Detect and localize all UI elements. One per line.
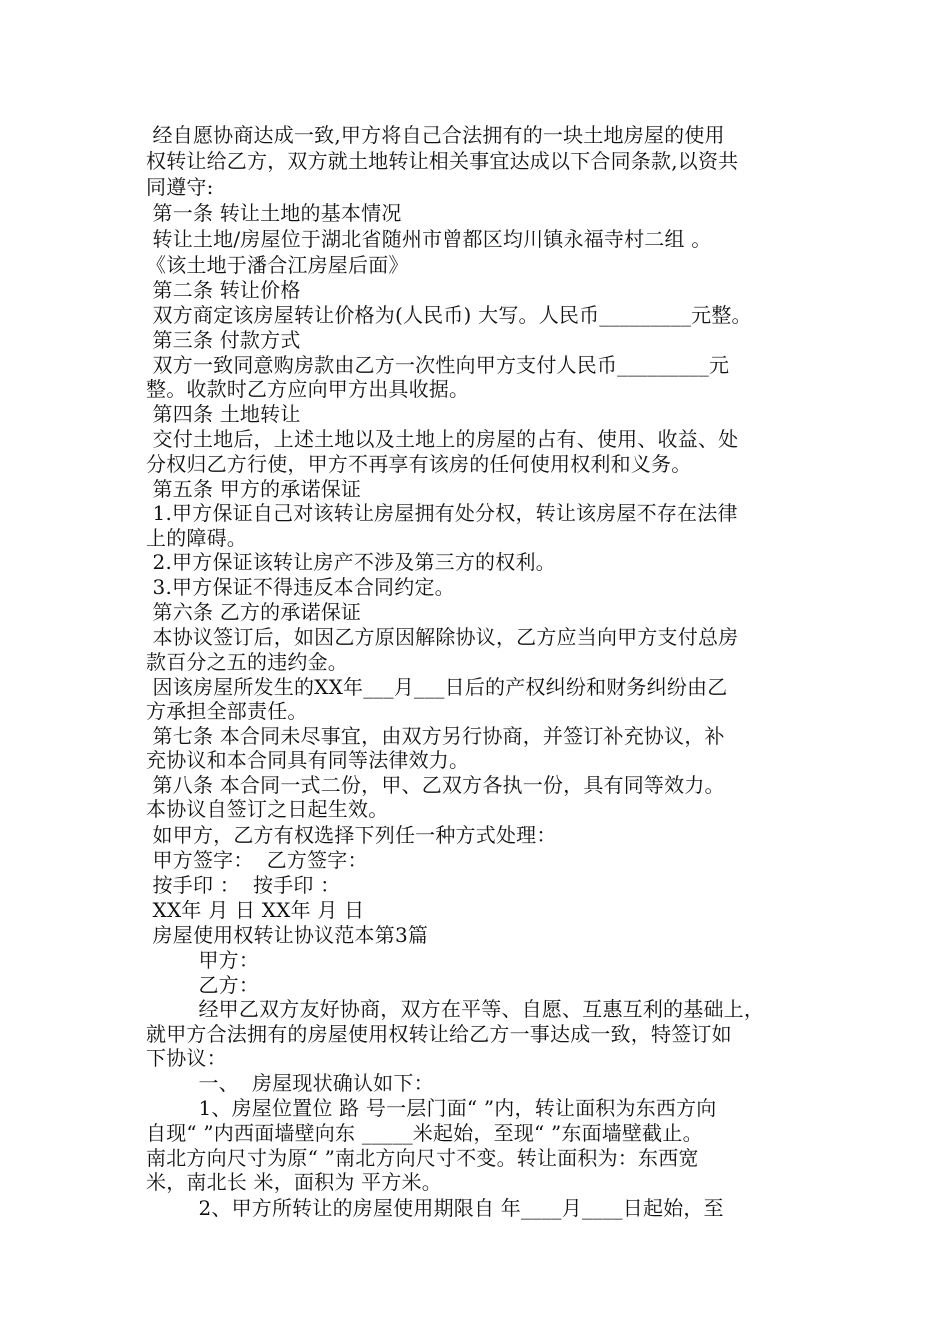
article-heading: 第六条 乙方的承诺保证 [146, 600, 362, 624]
text-line: 同遵守: [146, 175, 214, 199]
text-line: 方承担全部责任。 [146, 699, 308, 723]
text-line: 第八条 本合同一式二份，甲、乙双方各执一份，具有同等效力。 [146, 773, 725, 797]
text-line: 双方一致同意购房款由乙方一次性向甲方支付人民币_________元 [146, 353, 730, 377]
text-line: 自现“ ”内西面墙壁向东 _____米起始，至现“ ”东面墙壁截止。 [146, 1121, 703, 1145]
party-b-label: 乙方： [146, 973, 260, 997]
text-line: 3.甲方保证不得违反本合同约定。 [146, 575, 455, 599]
article-heading: 第五条 甲方的承诺保证 [146, 477, 362, 501]
article-heading: 第二条 转让价格 [146, 278, 301, 302]
text-line: 1、房屋位置位 路 号一层门面“ ”内，转让面积为东西方向 [146, 1096, 717, 1120]
text-line: 因该房屋所发生的XX年___月___日后的产权纠纷和财务纠纷由乙 [146, 675, 728, 699]
article-heading: 第四条 土地转让 [146, 402, 301, 426]
text-line: 充协议和本合同具有同等法律效力。 [146, 748, 470, 772]
text-line: 就甲方合法拥有的房屋使用权转让给乙方一事达成一致，特签订如 [146, 1022, 732, 1046]
section-title: 房屋使用权转让协议范本第3篇 [146, 923, 429, 947]
text-line: 款百分之五的违约金。 [146, 650, 348, 674]
text-line: 整。收款时乙方应向甲方出具收据。 [146, 377, 470, 401]
text-line: 交付土地后，上述土地以及土地上的房屋的占有、使用、收益、处 [146, 427, 739, 451]
text-line: 转让土地/房屋位于湖北省随州市曾都区均川镇永福寺村二组 。 [146, 227, 712, 251]
date-labels: XX年 月 日 XX年 月 日 [146, 898, 365, 922]
text-line: 权转让给乙方，双方就土地转让相关事宜达成以下合同条款,以资共 [146, 149, 739, 173]
text-line: 经甲乙双方友好协商，双方在平等、自愿、互惠互利的基础上， [146, 997, 765, 1021]
text-line: 本协议签订后，如因乙方原因解除协议，乙方应当向甲方支付总房 [146, 625, 739, 649]
text-line: 双方商定该房屋转让价格为(人民币) 大写。人民币_________元整。 [146, 303, 752, 327]
text-line: 本协议自签订之日起生效。 [146, 797, 389, 821]
article-heading: 第三条 付款方式 [146, 328, 301, 352]
text-line: 米，南北长 米，面积为 平方米。 [146, 1170, 442, 1194]
clause-heading: 一、 房屋现状确认如下： [146, 1071, 434, 1095]
fingerprint-labels: 按手印 ： 按手印 ： [146, 873, 341, 897]
party-a-label: 甲方： [146, 948, 260, 972]
text-line: 1.甲方保证自己对该转让房屋拥有处分权，转让该房屋不存在法律 [146, 501, 738, 525]
signature-labels: 甲方签字： 乙方签字： [146, 848, 368, 872]
text-line: 上的障碍。 [146, 526, 247, 550]
text-line: 南北方向尺寸为原“ ”南北方向尺寸不变。转让面积为：东西宽 [146, 1146, 699, 1170]
text-line: 分权归乙方行使，甲方不再享有该房的任何使用权利和义务。 [146, 452, 692, 476]
text-line: 下协议： [146, 1046, 227, 1070]
text-line: 如甲方，乙方有权选择下列任一种方式处理： [146, 823, 557, 847]
text-line: 经自愿协商达成一致,甲方将自己合法拥有的一块土地房屋的使用 [146, 123, 725, 147]
text-line: 2、甲方所转让的房屋使用期限自 年____月____日起始，至 [146, 1196, 724, 1220]
text-line: 第七条 本合同未尽事宜，由双方另行协商，并签订补充协议，补 [146, 724, 725, 748]
text-line: 2.甲方保证该转让房产不涉及第三方的权利。 [146, 550, 556, 574]
article-heading: 第一条 转让土地的基本情况 [146, 201, 402, 225]
text-line: 《该土地于潘合江房屋后面》 [146, 253, 409, 277]
